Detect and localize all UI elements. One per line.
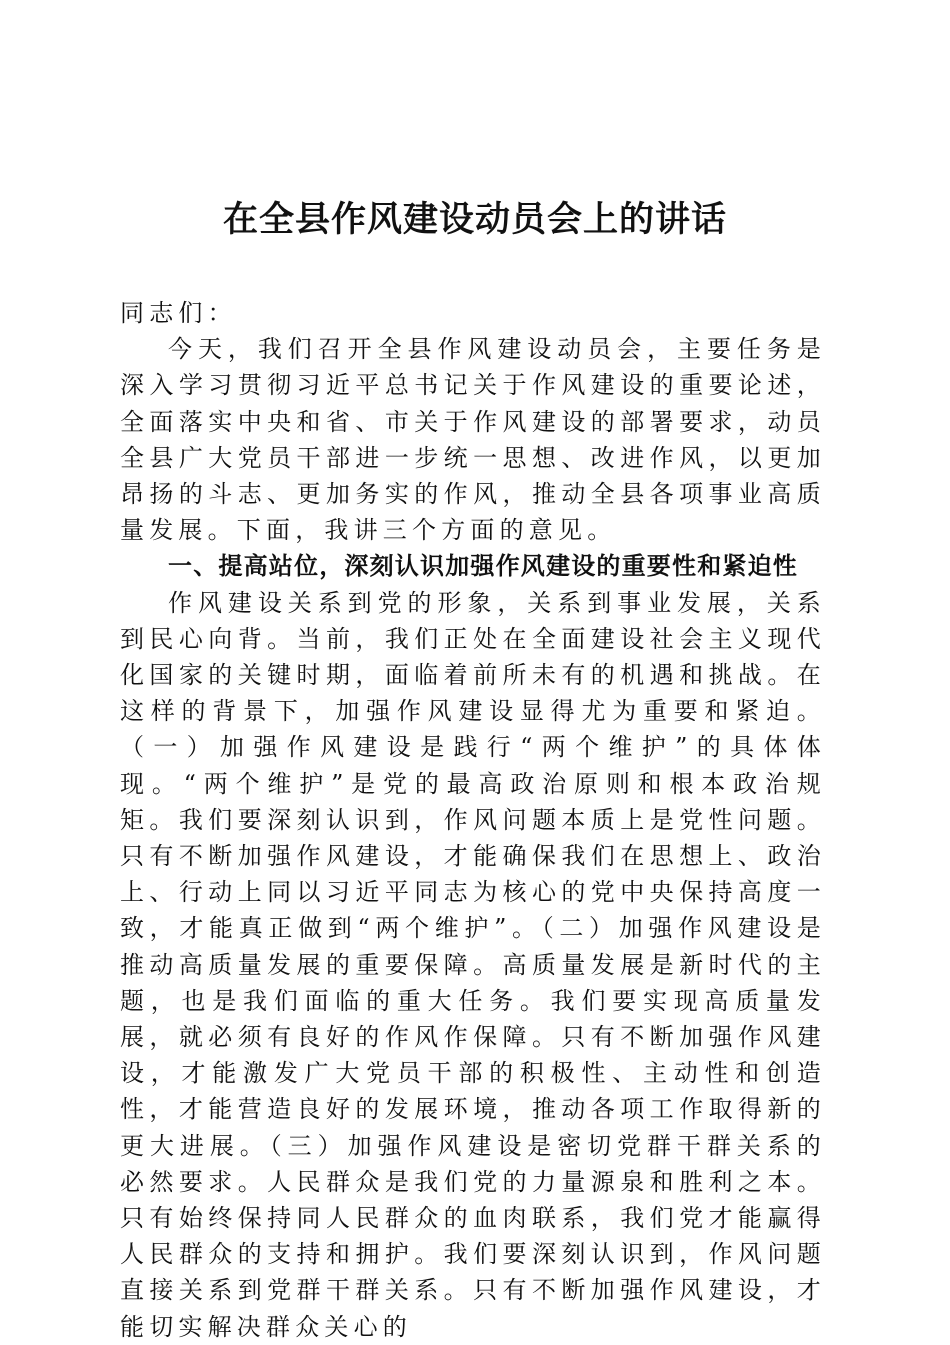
- document-title: 在全县作风建设动员会上的讲话: [222, 199, 727, 240]
- section-heading-1: 一、提高站位，深刻认识加强作风建设的重要性和紧迫性: [168, 551, 798, 581]
- document-body: [120, 295, 826, 1345]
- intro-paragraph: 今天，我们召开全县作风建设动员会，主要任务是深入学习贯彻习近平总书记关于作风建设的重要论述，全面落实中央和省、市关于作风建设的部署要求，动员全县广大党员干部进一步统一思想、改进作风，以更加昂扬的斗志、更加务实的作风，推动全县各项事业高质量发展。下面，我讲三个方面的意见。: [120, 335, 826, 545]
- section-1-paragraph: 作风建设关系到党的形象，关系到事业发展，关系到民心向背。当前，我们正处在全面建设社会主义现代化国家的关键时期，面临着前所未有的机遇和挑战。在这样的背景下，加强作风建设显得尤为重要和紧迫。（一）加强作风建设是践行“两个维护”的具体体现。“两个维护”是党的最高政治原则和根本政治规矩。我们要深刻认识到，作风问题本质上是党性问题。只有不断加强作风建设，才能确保我们在思想上、政治上、行动上同以习近平同志为核心的党中央保持高度一致，才能真正做到“两个维护”。（二）加强作风建设是推动高质量发展的重要保障。高质量发展是新时代的主题，也是我们面临的重大任务。我们要实现高质量发展，就必须有良好的作风作保障。只有不断加强作风建设，才能激发广大党员干部的积极性、主动性和创造性，才能营造良好的发展环境，推动各项工作取得新的更大进展。（三）加强作风建设是密切党群干群关系的必然要求。人民群众是我们党的力量源泉和胜利之本。只有始终保持同人民群众的血肉联系，我们党才能赢得人民群众的支持和拥护。我们要深刻认识到，作风问题直接关系到党群干群关系。只有不断加强作风建设，才能切实解决群众关心的: [120, 588, 826, 1341]
- salutation: 同志们：: [120, 299, 237, 327]
